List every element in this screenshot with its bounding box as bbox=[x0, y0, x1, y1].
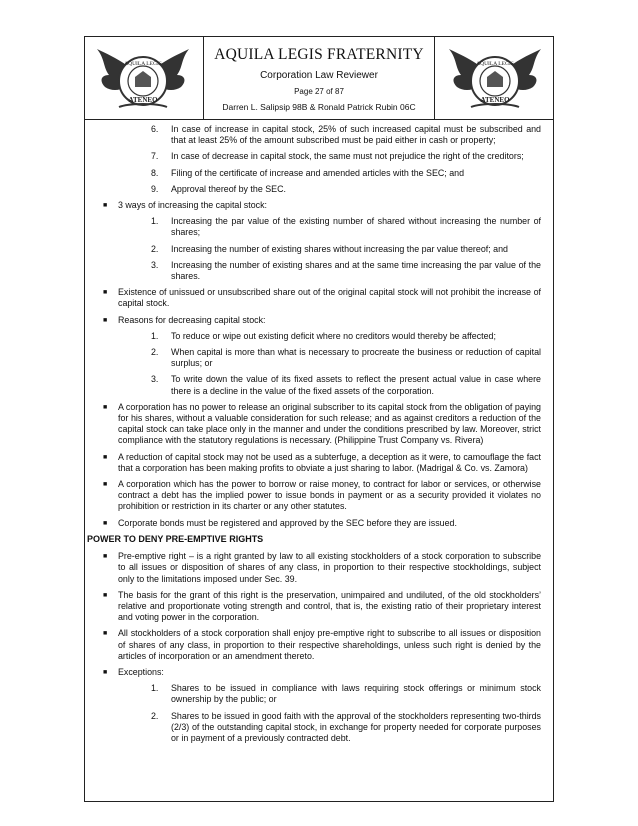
list-item: 1. To reduce or wipe out existing deficit where no creditors would thereby be affected; bbox=[151, 330, 496, 341]
fraternity-seal-left-icon bbox=[95, 41, 191, 117]
bullet-item: ■ Existence of unissued or unsubscribed share out of the original capital stock will not prohibit the increase of capital stock. bbox=[103, 287, 541, 309]
bullet-item: ■ Corporate bonds must be registered and approved by the SEC before they are issued. bbox=[103, 517, 457, 528]
list-item: 1. Increasing the par value of the existing number of shared without increasing the number of shares; bbox=[151, 216, 541, 238]
bullet-item: ■ Reasons for decreasing capital stock: bbox=[103, 314, 266, 325]
fraternity-seal-right-icon bbox=[447, 41, 543, 117]
list-item: 2. Increasing the number of existing shares without increasing the par value thereof; and bbox=[151, 243, 508, 254]
header-center bbox=[203, 37, 435, 119]
bullet-item: ■ A corporation has no power to release an original subscriber to its capital stock from the obligation of paying for his shares, without a valuable consideration for such release; and as against creditors a reduction of the capital stock can take place only in the manner and under the conditions prescribed by law. Moreover, strict compliance with the statutory regulations is necessary. (Philippine Trust Company vs. Rivera) bbox=[103, 401, 541, 446]
section-heading: POWER TO DENY PRE-EMPTIVE RIGHTS bbox=[87, 533, 264, 544]
bullet-item: ■ Exceptions: bbox=[103, 666, 164, 677]
bullet-item: ■ The basis for the grant of this right is the preservation, unimpaired and undiluted, of the old stockholders’ relative and proportionate voting strength and control, that is, the existing ratio of their proprietary interest and voting power in the corporation. bbox=[103, 589, 541, 623]
content-text bbox=[87, 124, 541, 749]
header-subtitle: Corporation Law Reviewer bbox=[260, 70, 378, 81]
list-item: 9. Approval thereof by the SEC. bbox=[151, 183, 286, 194]
list-item: 8. Filing of the certificate of increase and amended articles with the SEC; and bbox=[151, 167, 465, 178]
list-item: 3. Increasing the number of existing shares and at the same time increasing the par value of the shares. bbox=[151, 259, 541, 282]
list-item: 7. In case of decrease in capital stock, the same must not prejudice the right of the creditors; bbox=[151, 151, 524, 162]
header-authors: Darren L. Salipsip 98B & Ronald Patrick Rubin 06C bbox=[222, 102, 416, 112]
list-item: 1. Shares to be issued in compliance with laws requiring stock offerings or minimum stock ownership by the public; or bbox=[151, 683, 541, 705]
page-header bbox=[84, 36, 554, 120]
header-title: AQUILA LEGIS FRATERNITY bbox=[214, 46, 424, 63]
seal-text-top: AQUILA LEGIS bbox=[476, 61, 514, 67]
bullet-item: ■ A reduction of capital stock may not be used as a subterfuge, a deception as it were, to camouflage the fact that a corporation has been making profits to obviate a just sharing to labor. (Madrigal & Co. vs. Zamora) bbox=[103, 451, 541, 473]
bullet-item: ■ A corporation which has the power to borrow or raise money, to contract for labor or services, or otherwise contract a debt has the implied power to issue bonds in payment or as a security provided it violates no prohibition or restriction in its charter or any other statutes. bbox=[103, 479, 541, 512]
seal-text-bottom: ATENEO bbox=[128, 96, 158, 104]
seal-text-top: AQUILA LEGIS bbox=[124, 61, 162, 67]
list-item: 2. When capital is more than what is necessary to procreate the business or reduction of capital surplus; or bbox=[151, 347, 541, 369]
bullet-item: ■ 3 ways of increasing the capital stock: bbox=[103, 200, 267, 211]
list-item: 2. Shares to be issued in good faith with the approval of the stockholders representing two-thirds (2/3) of the outstanding capital stock, in exchange for property needed for corporate purposes or in payment of a previously contracted debt. bbox=[151, 710, 541, 743]
list-item: 3. To write down the value of its fixed assets to reflect the present actual value in case where there is a decline in the value of the fixed assets of the corporation. bbox=[151, 374, 541, 396]
bullet-item: ■ All stockholders of a stock corporation shall enjoy pre-emptive right to subscribe to all issues or disposition of shares of any class, in proportion to their respective shareholdings, unless such right is denied by the articles of incorporation or an amendment thereto. bbox=[103, 628, 541, 661]
bullet-item: ■ Pre-emptive right – is a right granted by law to all existing stockholders of a stock corporation to subscribe to all issues or disposition of shares of any class, in proportion to their respective stockholdings, subject only to the limitations imposed under Sec. 39. bbox=[103, 551, 541, 584]
content-box bbox=[84, 120, 554, 802]
seal-text-bottom: ATENEO bbox=[480, 96, 510, 104]
page-number: Page 27 of 87 bbox=[294, 87, 344, 96]
list-item: 6. In case of increase in capital stock, 25% of such increased capital must be subscribed and that at least 25% of the amount subscribed must be paid either in cash or property; bbox=[151, 124, 541, 146]
